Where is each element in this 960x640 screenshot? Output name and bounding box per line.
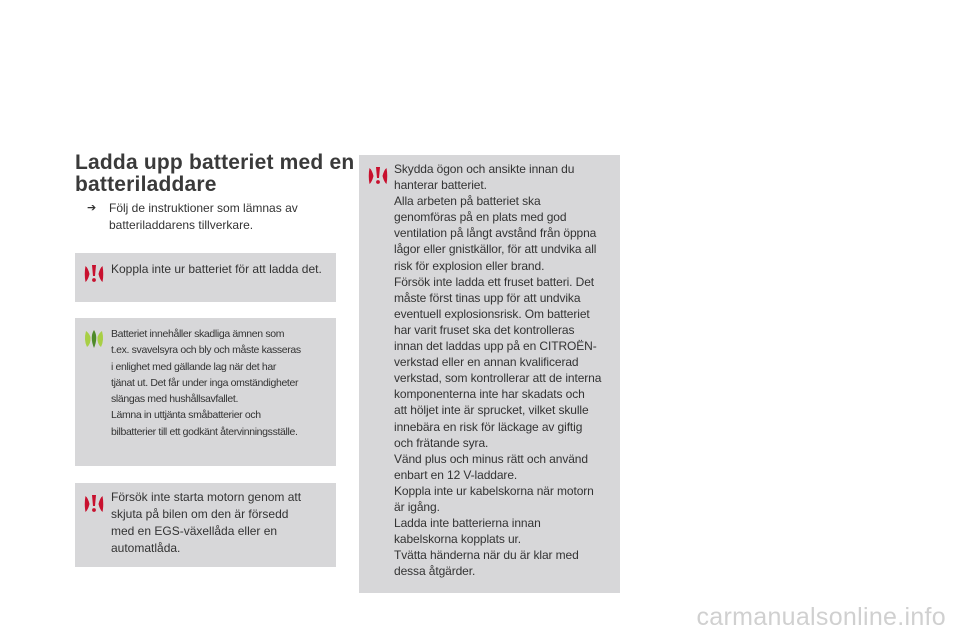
text-line: Alla arbeten på batteriet ska (394, 194, 541, 209)
watermark: carmanualsonline.info (696, 603, 946, 631)
text-line: enbart en 12 V-laddare. (394, 467, 518, 482)
text-line: innan det laddas upp på en CITROËN- (394, 339, 597, 354)
warning-icon (83, 263, 105, 285)
text-line: automatlåda. (111, 541, 181, 555)
text-line: Koppla inte ur kabelskorna när motorn (394, 483, 594, 498)
text-line: ventilation på långt avstånd från öppna (394, 226, 597, 241)
text-line: t.ex. svavelsyra och bly och måste kasseras (111, 344, 301, 357)
text-line: innebära en risk för läckage av giftig (394, 419, 583, 434)
text-line: Koppla inte ur batteriet för att ladda det. (111, 262, 322, 276)
text-line: är igång. (394, 499, 440, 514)
note-text (111, 489, 333, 557)
environment-leaf-icon (83, 328, 105, 350)
instruction-step (87, 200, 337, 234)
text-line: verkstad eller en annan kvalificerad (394, 355, 579, 370)
text-line: Skydda ögon och ansikte innan du (394, 162, 575, 176)
text-line: komponenterna inte har skadats och (394, 387, 585, 402)
text-line: kabelskorna kopplats ur. (394, 532, 522, 547)
text-line: måste först tinas upp för att undvika (394, 290, 581, 305)
text-line: Tvätta händerna när du är klar med (394, 548, 579, 563)
warning-note-box (359, 155, 620, 593)
text-line: Vänd plus och minus rätt och använd (394, 451, 588, 466)
note-text (111, 326, 333, 440)
text-line: eventuell explosionsrisk. Om batteriet (394, 306, 590, 321)
text-line: i enlighet med gällande lag när det har (111, 360, 276, 373)
page-title (75, 152, 355, 196)
title-line: batteriladdare (75, 173, 217, 196)
text-line: hanterar batteriet. (394, 178, 487, 193)
text-line: Försök inte starta motorn genom att (111, 490, 302, 504)
environment-note-box (75, 318, 336, 466)
warning-note-box (75, 483, 336, 567)
text-line: Ladda inte batterierna innan (394, 516, 541, 531)
text-line: bilbatterier till ett godkänt återvinningsställe. (111, 425, 298, 438)
instruction-text (109, 200, 337, 234)
text-line: att höljet inte är sprucket, vilket skulle (394, 403, 589, 418)
text-line: Batteriet innehåller skadliga ämnen som (111, 328, 285, 340)
text-line: tjänat ut. Det får under inga omständigheter (111, 376, 299, 389)
text-line: lågor eller gnistkällor, för att undvika all (394, 242, 597, 257)
text-line: skjuta på bilen om den är försedd (111, 507, 289, 521)
text-line: Lämna in uttjänta småbatterier och (111, 409, 261, 422)
warning-note-box (75, 253, 336, 302)
text-line: risk för explosion eller brand. (394, 258, 545, 273)
arrow-bullet-icon: ➔ (87, 202, 97, 214)
note-text (394, 161, 618, 579)
text-line: genomföras på en plats med god (394, 210, 567, 225)
text-line: med en EGS-växellåda eller en (111, 524, 278, 538)
text-line: verkstad, som kontrollerar att de interna (394, 371, 602, 386)
text-line: dessa åtgärder. (394, 564, 476, 579)
text-line: slängas med hushållsavfallet. (111, 393, 239, 406)
text-line: har varit fruset ska det kontrolleras (394, 322, 575, 337)
title-line: Ladda upp batteriet med en (75, 151, 355, 174)
text-line: och frätande syra. (394, 435, 489, 450)
note-text (111, 261, 333, 278)
warning-icon (367, 165, 389, 187)
text-line: batteriladdarens tillverkare. (109, 218, 254, 232)
warning-icon (83, 493, 105, 515)
text-line: Försök inte ladda ett fruset batteri. Det (394, 274, 594, 289)
text-line: Följ de instruktioner som lämnas av (109, 201, 298, 215)
